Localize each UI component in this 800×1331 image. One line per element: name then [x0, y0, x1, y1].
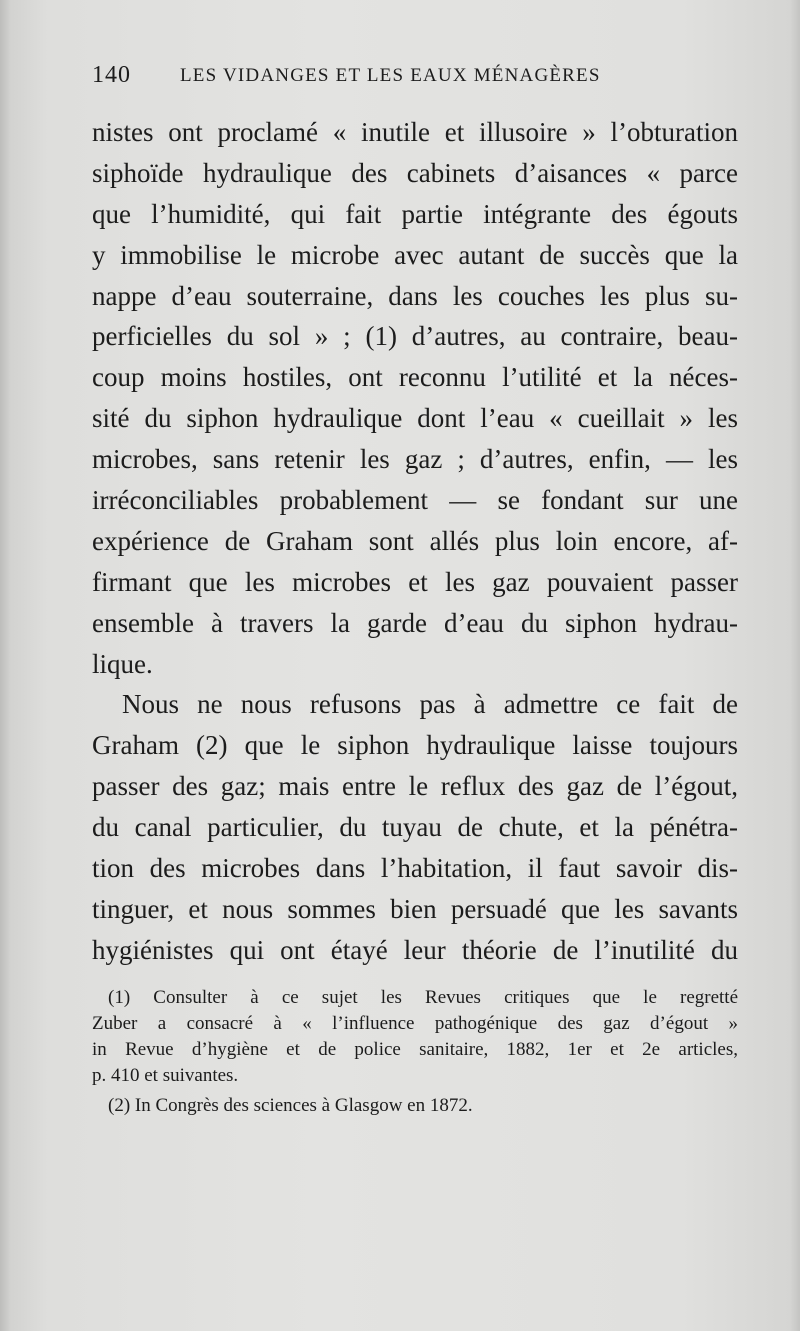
- body-line: Graham (2) que le siphon hydraulique laisse toujours: [92, 730, 738, 761]
- body-line: y immobilise le microbe avec autant de succès que la: [92, 239, 738, 270]
- body-line: tion des microbes dans l’habitation, il faut savoir dis-: [92, 853, 738, 884]
- body-line: coup moins hostiles, ont reconnu l’utilité et la néces-: [92, 362, 738, 393]
- body-line: siphoïde hydraulique des cabinets d’aisances « parce: [92, 157, 738, 188]
- body-line: perficielles du sol » ; (1) d’autres, au contraire, beau-: [92, 321, 738, 352]
- body-line: expérience de Graham sont allés plus loin encore, af-: [92, 525, 738, 556]
- body-line: du canal particulier, du tuyau de chute, et la pénétra-: [92, 812, 738, 843]
- footnote-line: in Revue d’hygiène et de police sanitaire, 1882, 1er et 2e articles,: [92, 1039, 738, 1060]
- footnote-line: Zuber a consacré à « l’influence pathogénique des gaz d’égout »: [92, 1013, 738, 1034]
- body-line: sité du siphon hydraulique dont l’eau « cueillait » les: [92, 403, 738, 434]
- body-line: Nous ne nous refusons pas à admettre ce fait de: [122, 689, 738, 720]
- footnote-line: (1) Consulter à ce sujet les Revues critiques que le regretté: [108, 987, 738, 1008]
- body-line: passer des gaz; mais entre le reflux des gaz de l’égout,: [92, 771, 738, 802]
- body-line: firmant que les microbes et les gaz pouvaient passer: [92, 566, 738, 597]
- body-line: nistes ont proclamé « inutile et illusoire » l’obturation: [92, 117, 738, 147]
- body-line: irréconciliables probablement — se fondant sur une: [92, 485, 738, 516]
- footnote-line: (2) In Congrès des sciences à Glasgow en 1872.: [108, 1095, 473, 1116]
- body-line: microbes, sans retenir les gaz ; d’autres, enfin, — les: [92, 444, 738, 475]
- page-number: 140: [92, 62, 131, 88]
- footnotes: [92, 985, 738, 1119]
- page-header: [92, 62, 742, 94]
- body-line: hygiénistes qui ont étayé leur théorie de l’inutilité du: [92, 934, 738, 965]
- body-line: tinguer, et nous sommes bien persuadé que les savants: [92, 893, 738, 924]
- page-left-edge-shadow: [0, 0, 10, 1331]
- footnote-line: p. 410 et suivantes.: [92, 1065, 239, 1086]
- body-line: ensemble à travers la garde d’eau du siphon hydrau-: [92, 607, 738, 638]
- running-head: LES VIDANGES ET LES EAUX MÉNAGÈRES: [180, 65, 601, 86]
- body-text: [92, 112, 738, 971]
- body-line: que l’humidité, qui fait partie intégrante des égouts: [92, 198, 738, 229]
- page-right-edge-shadow: [790, 0, 800, 1331]
- body-line: lique.: [92, 648, 153, 679]
- body-line: nappe d’eau souterraine, dans les couches les plus su-: [92, 280, 738, 311]
